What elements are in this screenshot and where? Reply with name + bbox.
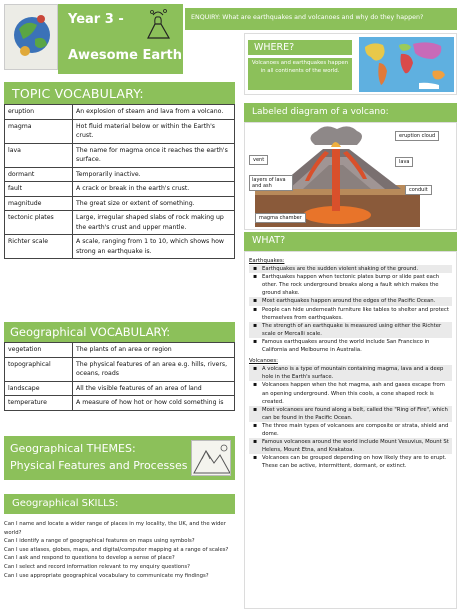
geographical-vocabulary-table [4, 342, 235, 411]
geographical-skills-heading: Geographical SKILLS: [4, 494, 235, 514]
vocab-definition: All the visible features of an area of land [73, 381, 235, 396]
vocab-row [5, 343, 235, 358]
skill-item: Can I use appropriate geographical vocabulary to communicate my findings? [4, 572, 209, 579]
vocab-definition: A measure of how hot or how cold something is [73, 396, 235, 411]
vocab-definition: The plants of an area or region [73, 343, 235, 358]
fact-item: ▪ Earthquakes are the sudden violent shaking of the ground. [249, 265, 452, 273]
volcano-diagram [244, 122, 457, 230]
skill-item: Can I name and locate a wider range of places in my locality, the UK, and the wider world? [4, 521, 226, 536]
vocab-term: topographical [5, 357, 73, 381]
year-label: Year 3 - [68, 12, 124, 27]
vocab-term: fault [5, 182, 73, 197]
vocab-term: temperature [5, 396, 73, 411]
what-panel [244, 251, 457, 609]
vocab-definition: The great size or extent of something. [73, 196, 235, 211]
topic-vocabulary-table [4, 104, 235, 259]
vocab-term: magma [5, 119, 73, 143]
fact-item: ▪ Famous volcanoes around the world include Mount Vesuvius, Mount St Helens, Mount Etna, and Krakatoa. [249, 438, 452, 454]
vocab-row [5, 167, 235, 182]
volcano-icon [143, 7, 173, 41]
vocab-row [5, 196, 235, 211]
skill-item: Can I ask and respond to questions to develop a sense of place? [4, 555, 175, 562]
vocab-row [5, 381, 235, 396]
fact-item: ▪ Volcanoes happen when the hot magma, ash and gases escape from an opening underground. When this cools, a cone shaped rock is created. [249, 381, 452, 405]
fact-item: ▪ The three main types of volcanoes are composite or strata, shield and dome. [249, 422, 452, 438]
fact-item: ▪ Earthquakes happen when tectonic plates bump or slide past each other. The rock underground breaks along a fault which makes the ground shake. [249, 273, 452, 297]
geographical-themes-box [4, 436, 235, 480]
volcano-facts [249, 365, 452, 470]
enquiry-question: ENQUIRY: What are earthquakes and volcanoes and why do they happen? [185, 8, 457, 30]
fact-item: ▪ The strength of an earthquake is measured using either the Richter scale or Mercalli scale. [249, 322, 452, 338]
vocab-row [5, 396, 235, 411]
label-lava: lava [395, 157, 413, 167]
volcano-diagram-heading: Labeled diagram of a volcano: [244, 103, 457, 122]
vocab-term: eruption [5, 105, 73, 120]
fact-item: ▪ People can hide underneath furniture like tables to shelter and protect themselves from earthquakes. [249, 306, 452, 322]
fact-item: ▪ Volcanoes can be grouped depending on how likely they are to erupt. These can be active, intermittent, dormant, or extinct. [249, 454, 452, 470]
label-layers: layers of lava and ash [249, 175, 293, 191]
fact-item: ▪ Most volcanoes are found along a belt, called the "Ring of Fire", which can be found in the Pacific Ocean. [249, 406, 452, 422]
mountain-sketch-image [191, 440, 231, 476]
vocab-term: tectonic plates [5, 211, 73, 235]
volcanoes-subheading: Volcanoes: [249, 358, 278, 365]
vocab-row [5, 105, 235, 120]
label-conduit: conduit [405, 185, 432, 195]
skill-item: Can I use atlases, globes, maps, and digital/computer mapping at a range of scales? [4, 546, 229, 553]
world-map-image [359, 37, 454, 92]
earthquakes-subheading: Earthquakes: [249, 258, 285, 264]
geographical-vocabulary-heading: Geographical VOCABULARY: [4, 322, 235, 342]
vocab-row [5, 235, 235, 259]
title-banner [58, 4, 183, 74]
where-text: Volcanoes and earthquakes happen in all continents of the world. [248, 58, 352, 90]
vocab-term: landscape [5, 381, 73, 396]
vocab-row [5, 211, 235, 235]
fact-item: ▪ A volcano is a type of mountain containing magma, lava and a deep hole in the Earth's surface. [249, 365, 452, 381]
vocab-definition: Large, irregular shaped slabs of rock making up the earth's crust and upper mantle. [73, 211, 235, 235]
vocab-definition: A scale, ranging from 1 to 10, which shows how strong an earthquake is. [73, 235, 235, 259]
skill-item: Can I select and record information relevant to my enquiry questions? [4, 563, 190, 570]
vocab-term: Richter scale [5, 235, 73, 259]
label-vent: vent [249, 155, 268, 165]
vocab-term: vegetation [5, 343, 73, 358]
fact-item: ▪ Most earthquakes happen around the edges of the Pacific Ocean. [249, 297, 452, 305]
vocab-definition: Temporarily inactive. [73, 167, 235, 182]
vocab-term: lava [5, 143, 73, 167]
label-eruption-cloud: eruption cloud [395, 131, 439, 141]
vocab-row [5, 119, 235, 143]
vocab-term: magnitude [5, 196, 73, 211]
label-magma-chamber: magma chamber [255, 213, 306, 223]
vocab-definition: An explosion of steam and lava from a volcano. [73, 105, 235, 120]
vocab-definition: The name for magma once it reaches the earth's surface. [73, 143, 235, 167]
earthquake-facts [249, 265, 452, 354]
topic-vocabulary-heading: TOPIC VOCABULARY: [4, 82, 235, 104]
school-logo [4, 4, 58, 70]
vocab-term: dormant [5, 167, 73, 182]
where-heading: WHERE? [248, 40, 352, 55]
what-heading: WHAT? [244, 232, 457, 251]
topic-title: Awesome Earth [68, 48, 182, 63]
skill-item: Can I identify a range of geographical features on maps using symbols? [4, 538, 195, 545]
themes-text: Physical Features and Processes [10, 459, 188, 472]
skills-list [4, 520, 240, 580]
fact-item: ▪ Famous earthquakes around the world include San Francisco in California and Melbourne in Australia. [249, 338, 452, 354]
vocab-definition: Hot fluid material below or within the Earth's crust. [73, 119, 235, 143]
vocab-definition: The physical features of an area e.g. hills, rivers, oceans, roads [73, 357, 235, 381]
vocab-definition: A crack or break in the earth's crust. [73, 182, 235, 197]
vocab-row [5, 357, 235, 381]
vocab-row [5, 143, 235, 167]
themes-heading: Geographical THEMES: [10, 442, 136, 455]
vocab-row [5, 182, 235, 197]
